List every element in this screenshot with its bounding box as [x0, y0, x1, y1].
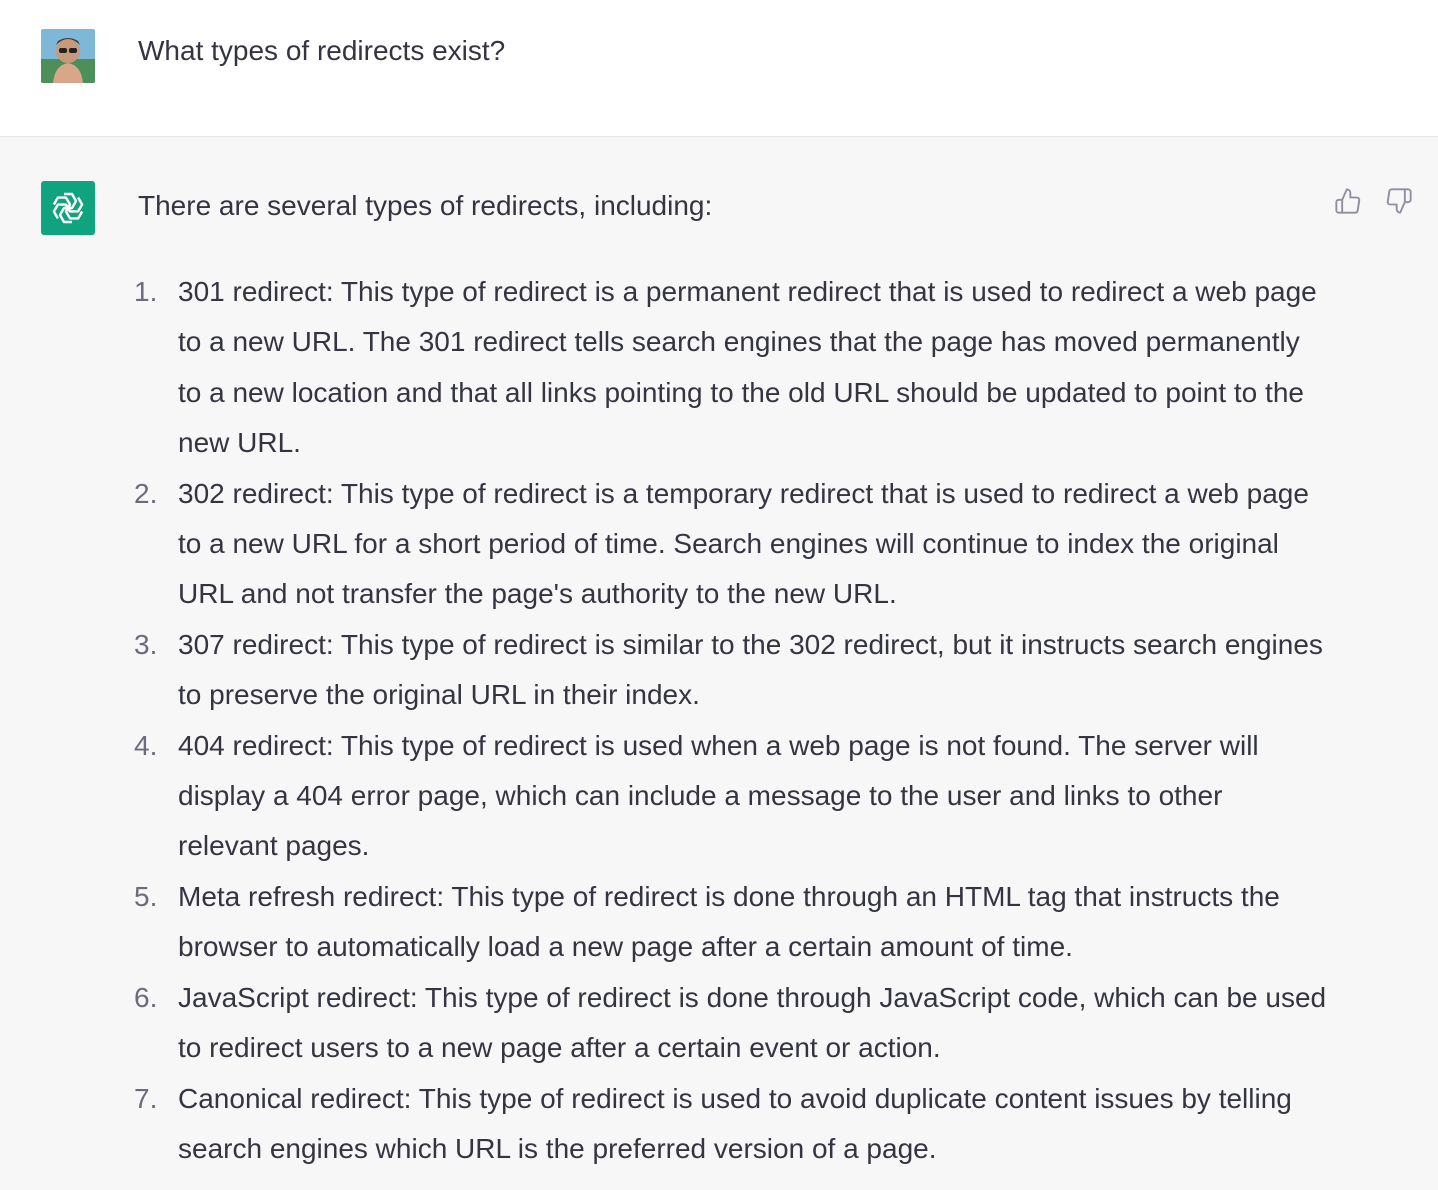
- user-avatar: [41, 29, 95, 83]
- assistant-intro-text: There are several types of redirects, including:: [138, 190, 713, 221]
- list-item-text: 302 redirect: This type of redirect is a temporary redirect that is used to redirect a web page to a new URL for a short period of time. Search engines will continue to index the original URL and not transfer the page's authority to the new URL.: [178, 477, 1309, 610]
- list-item-text: 404 redirect: This type of redirect is used when a web page is not found. The server will display a 404 error page, which can include a message to the user and links to other relevant pages.: [178, 729, 1259, 862]
- list-item: [134, 620, 1328, 721]
- list-item-text: JavaScript redirect: This type of redirect is done through JavaScript code, which can be used to redirect users to a new page after a certain event or action.: [178, 981, 1327, 1064]
- list-item-number: 2.: [134, 477, 158, 509]
- list-item-number: 5.: [134, 880, 158, 912]
- user-message-text: What types of redirects exist?: [138, 35, 506, 66]
- thumbs-down-icon: [1385, 187, 1413, 215]
- list-item-number: 6.: [134, 981, 158, 1013]
- thumbs-down-button[interactable]: [1383, 185, 1415, 217]
- redirect-types-list: [134, 267, 1328, 1174]
- thumbs-up-icon: [1334, 187, 1362, 215]
- list-item-text: Canonical redirect: This type of redirect is used to avoid duplicate content issues by telling search engines which URL is the preferred version of a page.: [178, 1082, 1292, 1164]
- assistant-avatar: [41, 181, 95, 235]
- list-item-number: 1.: [134, 276, 158, 307]
- thumbs-up-button[interactable]: [1332, 185, 1364, 217]
- list-item-text: 301 redirect: This type of redirect is a permanent redirect that is used to redirect a web page to a new URL. The 301 redirect tells search engines that the page has moved permanently to a new location and that all links pointing to the old URL should be updated to point to the new URL.: [178, 276, 1317, 459]
- list-item: [134, 469, 1328, 620]
- user-photo-avatar-icon: [41, 29, 95, 83]
- list-item-number: 4.: [134, 729, 158, 761]
- user-message-row: [0, 0, 1438, 137]
- list-item-number: 7.: [134, 1082, 158, 1114]
- list-item: [134, 721, 1328, 872]
- list-item: [134, 267, 1328, 469]
- list-item-text: Meta refresh redirect: This type of redirect is done through an HTML tag that instructs the browser to automatically load a new page after a certain amount of time.: [178, 880, 1280, 963]
- list-item: [134, 1074, 1328, 1175]
- openai-logo-icon: [48, 188, 88, 228]
- list-item: [134, 872, 1328, 973]
- list-item: [134, 973, 1328, 1074]
- list-item-text: 307 redirect: This type of redirect is similar to the 302 redirect, but it instructs search engines to preserve the original URL in their index.: [178, 628, 1323, 711]
- list-item-number: 3.: [134, 628, 158, 660]
- assistant-message-row: [0, 137, 1438, 1190]
